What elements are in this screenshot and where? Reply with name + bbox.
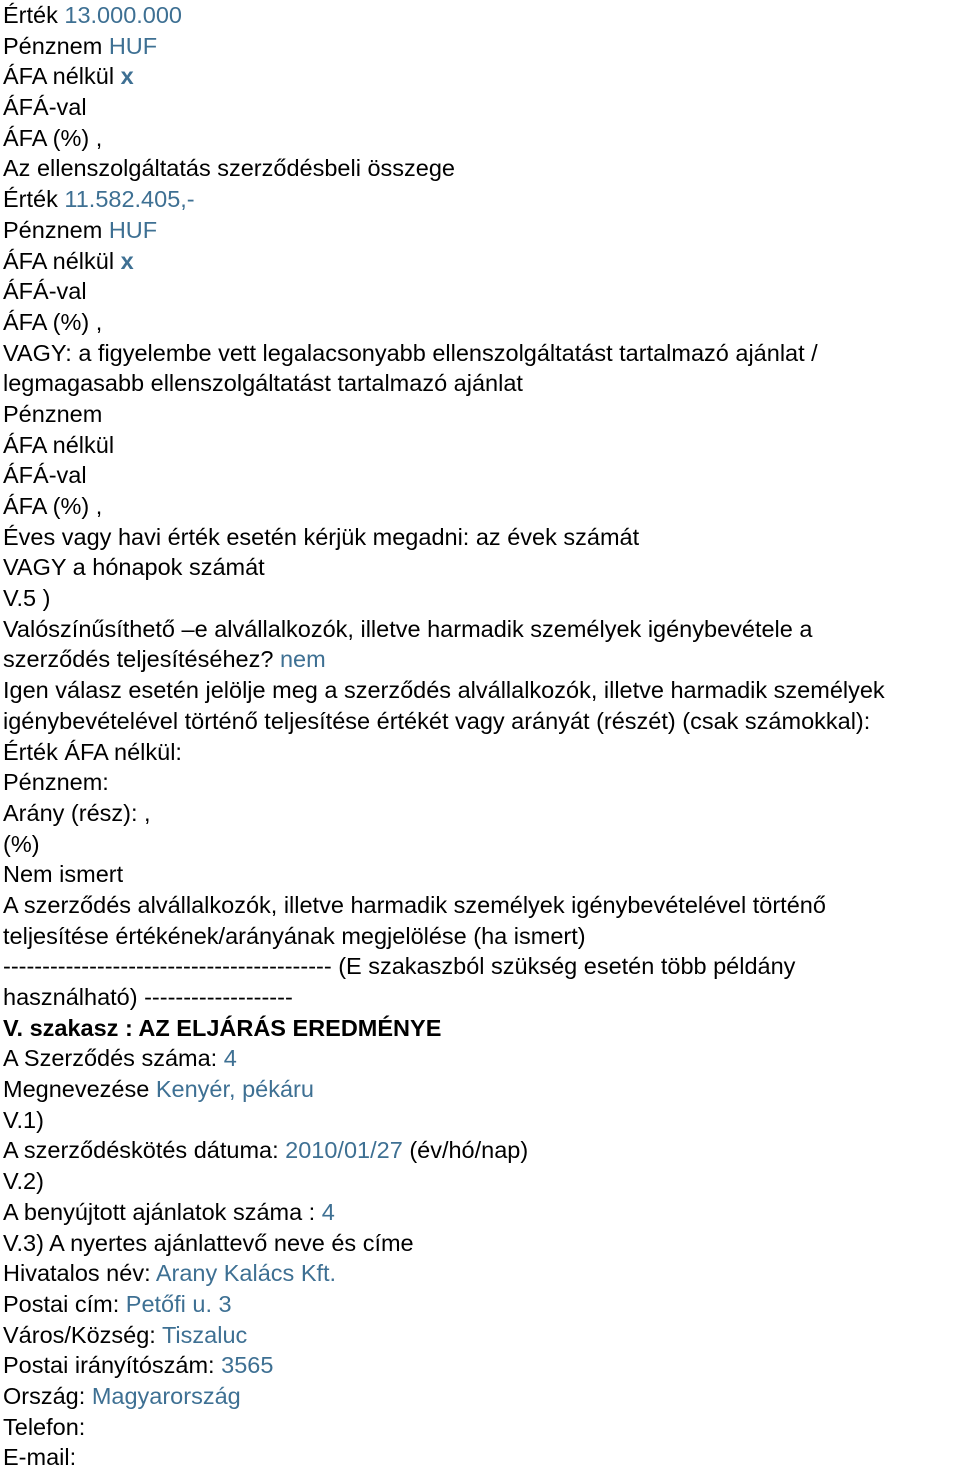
line-label: teljesítése értékének/arányának megjelölése (ha ismert) — [3, 922, 586, 949]
line-label: V.2) — [3, 1168, 44, 1195]
document-line — [3, 951, 960, 982]
document-line — [3, 1381, 960, 1412]
document-line — [3, 460, 960, 491]
section-heading — [3, 1013, 960, 1044]
line-label: Város/Község: — [3, 1321, 156, 1348]
line-label: ------------------------------------------ (E szakaszból szükség esetén több példány — [3, 953, 796, 980]
line-label: Pénznem — [3, 32, 103, 59]
line-label: A szerződés alvállalkozók, illetve harmadik személyek igénybevételével történő — [3, 891, 826, 918]
document-line — [3, 982, 960, 1013]
document-line — [3, 1105, 960, 1136]
line-label: Érték — [3, 186, 58, 213]
document-line — [3, 1135, 960, 1166]
document-line — [3, 921, 960, 952]
line-label: E-mail: — [3, 1444, 77, 1471]
line-label: Megnevezése — [3, 1076, 150, 1103]
document-line — [3, 859, 960, 890]
line-value: nem — [279, 646, 326, 673]
line-label: Éves vagy havi érték esetén kérjük megadni: az évek számát — [3, 523, 640, 550]
document-line — [3, 215, 960, 246]
line-label: használható) ------------------- — [3, 984, 293, 1010]
document-line — [3, 338, 960, 369]
document-line — [3, 1228, 960, 1259]
document-line — [3, 829, 960, 860]
line-label: ÁFA (%) , — [3, 493, 103, 519]
line-label: V.3) A nyertes ajánlattevő neve és címe — [3, 1229, 414, 1256]
line-label: legmagasabb ellenszolgáltatást tartalmazó ajánlat — [3, 370, 523, 397]
line-label: Arány (rész): , — [3, 799, 151, 826]
line-label: Telefon: — [3, 1413, 86, 1440]
document-line — [3, 31, 960, 62]
line-label: szerződés teljesítéséhez? — [3, 646, 274, 673]
document-lines — [3, 0, 960, 1473]
line-label: ÁFA (%) , — [3, 308, 103, 335]
line-value: 13.000.000 — [64, 2, 183, 28]
line-label: A szerződéskötés dátuma: — [3, 1137, 279, 1164]
line-label: Nem ismert — [3, 861, 124, 888]
document-line — [3, 399, 960, 430]
document-line — [3, 491, 960, 522]
line-label: ÁFA nélkül — [3, 431, 115, 458]
line-value: HUF — [108, 32, 158, 59]
line-label: Pénznem — [3, 400, 103, 427]
line-value: 3565 — [221, 1352, 274, 1379]
line-value: 2010/01/27 — [285, 1137, 403, 1164]
line-label: Postai cím: — [3, 1290, 120, 1317]
document-line — [3, 1320, 960, 1351]
document-line — [3, 61, 960, 92]
line-label: Az ellenszolgáltatás szerződésbeli összege — [3, 155, 455, 182]
line-value: Kenyér, pékáru — [155, 1076, 314, 1103]
document-line — [3, 767, 960, 798]
document-line — [3, 1043, 960, 1074]
line-label: Igen válasz esetén jelölje meg a szerződés alvállalkozók, illetve harmadik személyek — [3, 677, 885, 704]
document-line — [3, 675, 960, 706]
line-label: Valószínűsíthető –e alvállalkozók, illetve harmadik személyek igénybevétele a — [3, 615, 813, 642]
document-line — [3, 368, 960, 399]
document-line — [3, 246, 960, 277]
line-label: ÁFÁ-val — [3, 94, 87, 121]
document-line — [3, 1350, 960, 1381]
line-label: Érték ÁFA nélkül: — [3, 738, 182, 765]
document-line — [3, 798, 960, 829]
document-line — [3, 430, 960, 461]
document-line — [3, 552, 960, 583]
line-label: V.5 ) — [3, 585, 51, 612]
line-label: ÁFA (%) , — [3, 124, 103, 151]
document-line — [3, 583, 960, 614]
line-label: A benyújtott ajánlatok száma : — [3, 1198, 316, 1225]
line-label: A Szerződés száma: — [3, 1045, 218, 1072]
document-line — [3, 1074, 960, 1105]
document-line — [3, 890, 960, 921]
line-label: Érték — [3, 2, 58, 28]
line-label: Hivatalos név: — [3, 1260, 151, 1287]
line-value: Arany Kalács Kft. — [155, 1260, 337, 1287]
line-value: x — [120, 247, 134, 274]
line-value: Tiszaluc — [161, 1321, 248, 1348]
document-line — [3, 153, 960, 184]
line-label: Postai irányítószám: — [3, 1352, 215, 1379]
line-value: Magyarország — [91, 1382, 241, 1409]
line-label: ÁFA nélkül — [3, 63, 115, 90]
line-label: V.1) — [3, 1106, 44, 1133]
document-line — [3, 644, 960, 675]
document-line — [3, 737, 960, 768]
document-line — [3, 307, 960, 338]
document-line — [3, 614, 960, 645]
line-label: ÁFA nélkül — [3, 247, 115, 274]
line-label: igénybevételével történő teljesítése értékét vagy arányát (részét) (csak számokkal): — [3, 707, 871, 734]
document-line — [3, 1442, 960, 1473]
line-value: HUF — [108, 216, 158, 243]
document-line — [3, 522, 960, 553]
line-label: Pénznem: — [3, 769, 109, 796]
line-value: 11.582.405,- — [64, 186, 195, 213]
document-line — [3, 92, 960, 123]
document-line — [3, 184, 960, 215]
line-value: Petőfi u. 3 — [125, 1290, 232, 1317]
document-line — [3, 123, 960, 154]
line-label: V. szakasz : AZ ELJÁRÁS EREDMÉNYE — [3, 1014, 442, 1041]
line-label: (%) — [3, 830, 40, 857]
document-line — [3, 1412, 960, 1443]
document-line — [3, 1197, 960, 1228]
document-line — [3, 1166, 960, 1197]
line-label: Pénznem — [3, 216, 103, 243]
line-suffix: (év/hó/nap) — [409, 1137, 529, 1164]
line-label: VAGY: a figyelembe vett legalacsonyabb ellenszolgáltatást tartalmazó ajánlat / — [3, 339, 818, 366]
line-label: ÁFÁ-val — [3, 278, 87, 305]
line-label: Ország: — [3, 1382, 86, 1409]
line-label: ÁFÁ-val — [3, 462, 87, 489]
document-line — [3, 0, 960, 31]
document-line — [3, 276, 960, 307]
document-line — [3, 1258, 960, 1289]
line-value: 4 — [321, 1198, 335, 1225]
line-value: 4 — [223, 1045, 237, 1072]
document-line — [3, 706, 960, 737]
document-line — [3, 1289, 960, 1320]
line-value: x — [120, 63, 134, 90]
line-label: VAGY a hónapok számát — [3, 554, 265, 581]
